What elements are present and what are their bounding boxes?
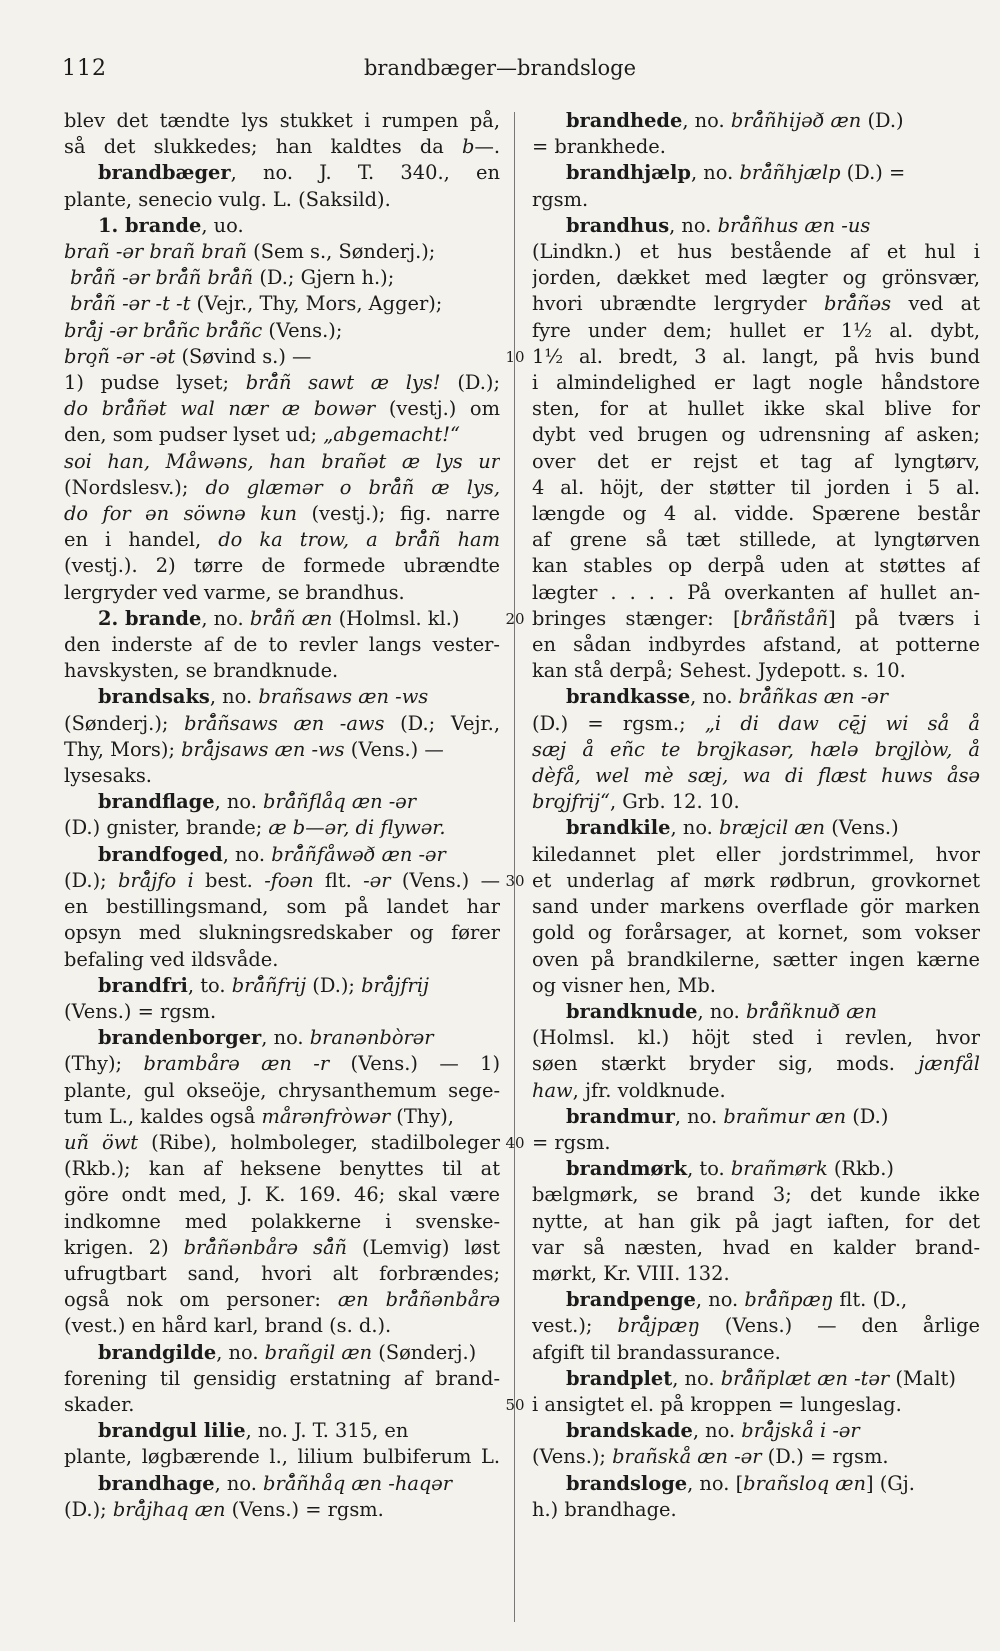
text-line: kan stables op derpå uden at støttes af [532, 554, 980, 578]
text-line: i almindelighed er lagt nogle håndstore [532, 371, 980, 395]
text-line: brandkasse, no. brå̄ñkas æn -ər [566, 685, 888, 709]
text-line: uñ öwt (Ribe), holmboleger, stadilboleger [64, 1130, 500, 1154]
text-line: (vestj.). 2) tørre de formede ubrændte [64, 554, 500, 578]
line-number: 20 [505, 609, 525, 628]
line-number: 30 [505, 871, 525, 890]
text-line: bringes stænger: [brå̄ñståñ] på tværs i [532, 606, 980, 630]
text-line: 1. brande, uo. [98, 213, 244, 237]
text-line: var så næsten, hvad en kalder brand- [532, 1235, 980, 1259]
text-line: plante, senecio vulg. L. (Saksild). [64, 187, 391, 211]
text-line: brandhede, no. brå̄ñhijəð æn (D.) [566, 109, 904, 132]
text-line: (Sønderj.); brå̄ñsaws æn -aws (D.; Vejr., [64, 711, 500, 735]
text-line: brandhjælp, no. brå̄ñhjælp (D.) = [566, 161, 906, 185]
text-line: (Nordslesv.); do glæmər o brå̄ñ æ lys, [64, 475, 500, 499]
text-line: blev det tændte lys stukket i rumpen på, [64, 109, 500, 132]
text-line: 2. brande, no. brå̄ñ æn (Holmsl. kl.) [98, 606, 460, 630]
text-line: en bestillingsmand, som på landet har [64, 895, 500, 919]
text-line: forening til gensidig erstatning af brand- [64, 1366, 500, 1390]
text-line: søen stærkt bryder sig, mods. jænfål [532, 1052, 980, 1076]
text-line: plante, løgbærende l., lilium bulbiferum L. [64, 1445, 500, 1469]
text-line: (Lindkn.) et hus bestående af et hul i [532, 240, 980, 264]
text-line: også nok om personer: æn brå̄ñənbårə [64, 1288, 500, 1312]
text-line: do for ən söwnə kun (vestj.); fig. narre [64, 502, 500, 526]
text-line: 1½ al. bredt, 3 al. langt, på hvis bund [532, 344, 980, 368]
running-head: brandbæger—brandsloge [363, 56, 637, 80]
text-line: sand under markens overflade gör marken [532, 895, 980, 919]
text-line: krigen. 2) brå̄ñənbårə så̄ñ (Lemvig) løst [64, 1235, 500, 1259]
text-line: brandpenge, no. brå̄ñpæŋ flt. (D., [566, 1288, 908, 1312]
text-line: (Rkb.); kan af heksene benyttes til at [64, 1157, 500, 1181]
text-line: (Vens.); brañskå æn -ər (D.) = rgsm. [532, 1445, 889, 1469]
text-line: brå̄ñ -ər brå̄ñ brå̄ñ (D.; Gjern h.); [70, 266, 395, 290]
text-line: af grene så tæt stillede, at lyngtørven [532, 528, 980, 552]
text-line: brandgilde, no. brañgil æn (Sønderj.) [98, 1340, 477, 1364]
text-line: haw, jfr. voldknude. [532, 1078, 726, 1102]
line-number: 40 [505, 1133, 525, 1152]
text-line: brandskade, no. brå̄jskå i -ər [566, 1419, 860, 1443]
text-line: soi han, Måwəns, han brañət æ lys ur [64, 449, 500, 473]
text-line: (Holmsl. kl.) höjt sted i revlen, hvor [532, 1026, 980, 1050]
text-line: jorden, dækket med lægter og grönsvær, [532, 266, 980, 290]
text-line: brå̄ñ -ər -t -t (Vejr., Thy, Mors, Agger); [70, 292, 443, 316]
text-line: brandmur, no. brañmur æn (D.) [566, 1104, 889, 1128]
text-line: 1) pudse lyset; brå̄ñ sawt æ lys! (D.); [64, 371, 500, 395]
text-line: et underlag af mørk rødbrun, grovkornet [532, 868, 980, 892]
text-line: gold og forårsager, at kornet, som vokser [532, 921, 980, 945]
text-line: brandmørk, to. brañmørk (Rkb.) [566, 1157, 894, 1181]
text-line: og visner hen, Mb. [532, 973, 716, 997]
text-line: brandfri, to. brå̄ñfrij (D.); brå̄jfrij [98, 973, 430, 997]
text-line: vest.); brå̄jpæŋ (Vens.) — den årlige [532, 1314, 980, 1338]
text-line: (D.) gnister, brande; æ b—ər, di flywər. [64, 816, 446, 840]
text-line: opsyn med slukningsredskaber og fører [64, 921, 500, 945]
text-line: brå̄j -ər brå̄ñc brå̄ñc (Vens.); [64, 318, 343, 342]
text-line: rgsm. [532, 187, 589, 211]
text-line: ufrugtbart sand, hvori alt forbrændes; [64, 1261, 500, 1285]
text-line: dèfå, wel mè sæj, wa di fl̄æst huws åsə [532, 764, 980, 788]
text-line: sten, for at hullet ikke skal blive for [532, 397, 980, 421]
text-line: sæj å eñc te bro̧jkasər, hælə bro̧jlòw, å [532, 737, 980, 761]
text-line: (Vens.) = rgsm. [64, 999, 217, 1023]
text-line: så det slukkedes; han kaldtes da b—. [64, 135, 500, 159]
text-line: (Thy); brambårə æn -r (Vens.) — 1) [64, 1052, 500, 1076]
text-line: lægter . . . . På overkanten af hullet an- [532, 580, 980, 604]
text-line: brandknude, no. brå̄ñknuð æn [566, 999, 878, 1023]
text-line: indkomne med polakkerne i svenske- [64, 1209, 500, 1233]
text-line: brandplet, no. brå̄ñplæt æn -tər (Malt) [566, 1366, 956, 1390]
text-line: brandbæger, no. J. T. 340., en [98, 161, 500, 185]
text-line: brandflage, no. brå̄ñflåq æn -ər [98, 790, 417, 814]
text-line: (D.); brå̄jhaq æn (Vens.) = rgsm. [64, 1497, 384, 1521]
text-line: brandgul lilie, no. J. T. 315, en [98, 1419, 409, 1443]
text-line: tum L., kaldes også mårənfròwər (Thy), [64, 1104, 454, 1128]
text-line: en sådan indbyrdes afstand, at potterne [532, 633, 980, 657]
text-line: fyre under dem; hullet er 1½ al. dybt, [532, 318, 980, 342]
text-line: brandsaks, no. brañsaws æn -ws [98, 685, 429, 709]
text-line: skader. [64, 1392, 135, 1416]
line-number: 50 [505, 1395, 525, 1414]
text-line: brandhus, no. brå̄ñhus æn -us [566, 213, 871, 237]
text-line: nytte, at han gik på jagt iaften, for det [532, 1209, 980, 1233]
text-line: (vest.) en hård karl, brand (s. d.). [64, 1314, 392, 1338]
text-line: brandkile, no. bræjcil æn (Vens.) [566, 816, 899, 840]
left-column [64, 108, 500, 1523]
page-number: 112 [62, 56, 107, 81]
text-line: den, som pudser lyset ud; „abgemacht!“ [64, 423, 460, 447]
text-line: brandsloge, no. [brañsloq æn] (Gj. [566, 1471, 915, 1495]
text-line: lysesaks. [64, 764, 152, 788]
text-line: kan stå derpå; Sehest. Jydepott. s. 10. [532, 659, 906, 683]
text-line: 4 al. höjt, der støtter til jorden i 5 al. [532, 475, 980, 499]
text-line: over det er rejst et tag af lyngtørv, [532, 449, 980, 473]
text-line: plante, gul okseöje, chrysanthemum sege- [64, 1078, 500, 1102]
text-line: bælgmørk, se brand 3; det kunde ikke [532, 1183, 980, 1207]
text-line: havskysten, se brandknude. [64, 659, 339, 683]
text-line: (D.); brå̄jfo i best. -foən flt. -ər (Vens.) — [64, 868, 500, 892]
right-column [532, 108, 980, 1523]
text-line: h.) brandhage. [532, 1497, 677, 1521]
text-line: Thy, Mors); brå̄jsaws æn -ws (Vens.) — [64, 737, 444, 761]
text-line: en i handel, do ka trow, a brå̄ñ ham [64, 528, 500, 552]
text-line: oven på brandkilerne, sætter ingen kærne [532, 947, 980, 971]
text-line: lergryder ved varme, se brandhus. [64, 580, 405, 604]
text-line: brandhage, no. brå̄ñhåq æn -haqər [98, 1471, 453, 1495]
text-line: = brankhede. [532, 135, 666, 159]
text-line: i ansigtet el. på kroppen = lungeslag. [532, 1392, 902, 1416]
text-line: mørkt, Kr. VIII. 132. [532, 1261, 730, 1285]
text-line: = rgsm. [532, 1130, 611, 1154]
text-line: kiledannet plet eller jordstrimmel, hvor [532, 842, 980, 866]
text-line: bro̧jfrij“, Grb. 12. 10. [532, 790, 740, 814]
text-line: (D.) = rgsm.; „i di daw cę̄j wi så å [532, 711, 980, 735]
line-number: 10 [505, 347, 525, 366]
text-line: brandfoged, no. brå̄ñfåwəð æn -ər [98, 842, 446, 866]
text-line: afgift til brandassurance. [532, 1340, 781, 1364]
text-line: længde og 4 al. vidde. Spærene består [532, 502, 980, 526]
text-line: göre ondt med, J. K. 169. 46; skal være [64, 1183, 500, 1207]
text-line: do brå̄ñət wal nær æ bowər (vestj.) om [64, 397, 500, 421]
text-line: befaling ved ildsvåde. [64, 947, 279, 971]
text-line: hvori ubrændte lergryder brå̄ñəs ved at [532, 292, 980, 316]
text-line: brañ -ər brañ brañ (Sem s., Sønderj.); [64, 240, 436, 264]
text-line: bro̧ñ -ər -ət (Søvind s.) — [64, 344, 312, 368]
text-line: dybt ved brugen og udrensning af asken; [532, 423, 980, 447]
text-line: brandenborger, no. branənbòrər [98, 1026, 434, 1050]
text-line: den inderste af de to revler langs vester- [64, 633, 500, 657]
